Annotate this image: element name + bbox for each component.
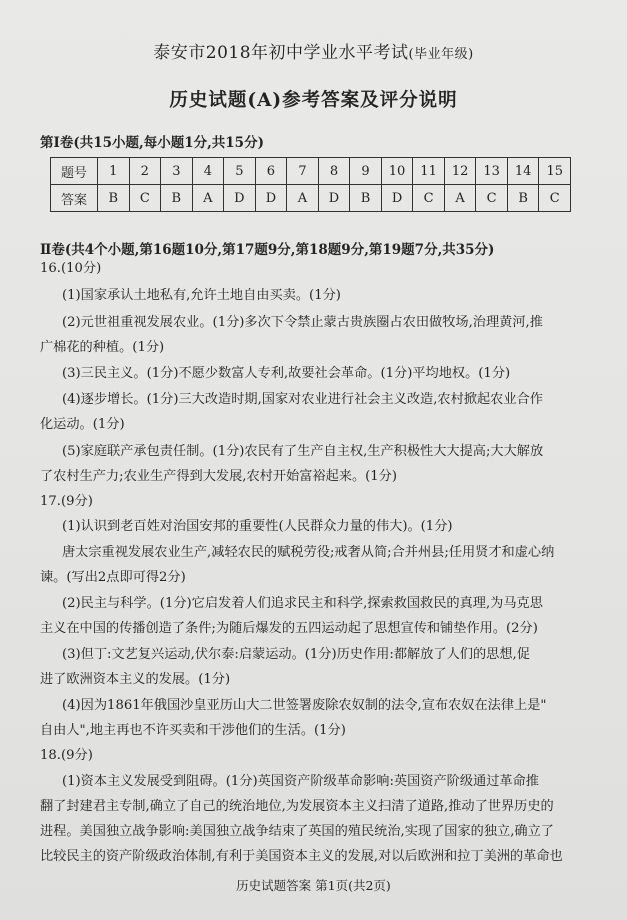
answer-cell: D	[224, 185, 256, 212]
question-number-cell: 10	[381, 158, 413, 185]
question-heading-16: 16.(10分)	[40, 261, 102, 276]
answer-line: (2)民主与科学。(1分)它启发着人们追求民主和科学,探索救国救民的真理,为马克思	[62, 596, 543, 611]
question-number-cell: 1	[98, 158, 130, 185]
answer-cell: B	[507, 185, 539, 212]
answer-cell: D	[318, 185, 350, 212]
answer-cell: B	[161, 185, 193, 212]
answer-cell: C	[476, 185, 508, 212]
question-number-cell: 8	[318, 158, 350, 185]
document-title: 历史试题(A)参考答案及评分说明	[169, 90, 458, 111]
row-label-question: 题号	[51, 158, 98, 185]
question-number-cell: 7	[287, 158, 319, 185]
answer-cell: B	[98, 185, 130, 212]
question-number-cell: 5	[224, 158, 256, 185]
exam-title-main: 泰安市2018年初中学业水平考试	[153, 43, 409, 63]
answer-line: (4)逐步增长。(1分)三大改造时期,国家对农业进行社会主义改造,农村掀起农业合作	[62, 392, 543, 407]
answer-line: (1)资本主义发展受到阻碍。(1分)英国资产阶级革命影响:英国资产阶级通过革命推	[62, 774, 539, 789]
answer-key-table	[50, 157, 571, 212]
answer-cell: D	[381, 185, 413, 212]
answer-line: (4)因为1861年俄国沙皇亚历山大二世签署废除农奴制的法令,宣布农奴在法律上是"	[62, 698, 547, 713]
answer-line: 谏。(写出2点即可得2分)	[40, 570, 186, 585]
answer-line: 进了欧洲资本主义的发展。(1分)	[40, 672, 231, 687]
question-number-cell: 6	[255, 158, 287, 185]
answer-line: 了农村生产力;农业生产得到大发展,农村开始富裕起来。(1分)	[40, 469, 398, 484]
question-number-cell: 13	[476, 158, 508, 185]
answer-cell: B	[350, 185, 382, 212]
exam-title	[0, 38, 627, 63]
answer-cell: A	[444, 185, 476, 212]
exam-title-subtitle: (毕业年级)	[408, 47, 474, 62]
answer-line: (3)三民主义。(1分)不愿少数富人专利,故要社会革命。(1分)平均地权。(1分)	[62, 366, 511, 381]
answer-line: (1)认识到老百姓对治国安邦的重要性(人民群众力量的伟大)。(1分)	[62, 519, 453, 534]
page-footer: 历史试题答案 第1页(共2页)	[236, 878, 391, 893]
question-number-cell: 11	[413, 158, 445, 185]
answer-line: 主义在中国的传播创造了条件;为随后爆发的五四运动起了思想宣传和铺垫作用。(2分)	[40, 621, 538, 636]
section1-heading: 第Ⅰ卷(共15小题,每小题1分,共15分)	[40, 135, 264, 151]
answer-line: 化运动。(1分)	[40, 417, 125, 432]
answer-line: 翻了封建君主专制,确立了自己的统治地位,为发展资本主义扫清了道路,推动了世界历史的	[40, 799, 554, 814]
section2-heading: Ⅱ卷(共4个小题,第16题10分,第17题9分,第18题9分,第19题7分,共35分)	[40, 242, 495, 258]
answer-line: (5)家庭联产承包责任制。(1分)农民有了生产自主权,生产积极性大大提高;大大解放	[62, 444, 544, 459]
answer-line: (1)国家承认土地私有,允许土地自由买卖。(1分)	[62, 288, 341, 303]
question-number-cell: 15	[539, 158, 571, 185]
question-number-cell: 2	[129, 158, 161, 185]
answer-line: 自由人",地主再也不许买卖和干涉他们的生活。(1分)	[40, 723, 346, 738]
answer-cell: C	[413, 185, 445, 212]
answer-line: 进程。美国独立战争影响:美国独立战争结束了英国的殖民统治,实现了国家的独立,确立了	[40, 824, 554, 839]
question-number-cell: 12	[444, 158, 476, 185]
answer-line: 比较民主的资产阶级政治体制,有利于美国资本主义的发展,对以后欧洲和拉丁美洲的革命也	[40, 849, 563, 864]
answer-line: 广棉花的种植。(1分)	[40, 340, 165, 355]
answer-line: 唐太宗重视发展农业生产,减轻农民的赋税劳役;戒奢从简;合并州县;任用贤才和虚心纳	[62, 545, 555, 560]
answer-cell: C	[539, 185, 571, 212]
question-heading-17: 17.(9分)	[40, 494, 93, 509]
question-number-row	[51, 158, 571, 185]
question-heading-18: 18.(9分)	[40, 748, 93, 763]
question-number-cell: 14	[507, 158, 539, 185]
answer-cell: D	[255, 185, 287, 212]
question-number-cell: 3	[161, 158, 193, 185]
question-number-cell: 9	[350, 158, 382, 185]
question-number-cell: 4	[192, 158, 224, 185]
answer-line: (2)元世祖重视发展农业。(1分)多次下令禁止蒙古贵族圈占农田做牧场,治理黄河,推	[62, 315, 543, 330]
row-label-answer: 答案	[51, 185, 98, 212]
answer-cell: C	[129, 185, 161, 212]
answer-line: (3)但丁:文艺复兴运动,伏尔泰:启蒙运动。(1分)历史作用:都解放了人们的思想,促	[62, 647, 530, 662]
answer-cell: A	[192, 185, 224, 212]
answer-row	[51, 185, 571, 212]
answer-cell: A	[287, 185, 319, 212]
